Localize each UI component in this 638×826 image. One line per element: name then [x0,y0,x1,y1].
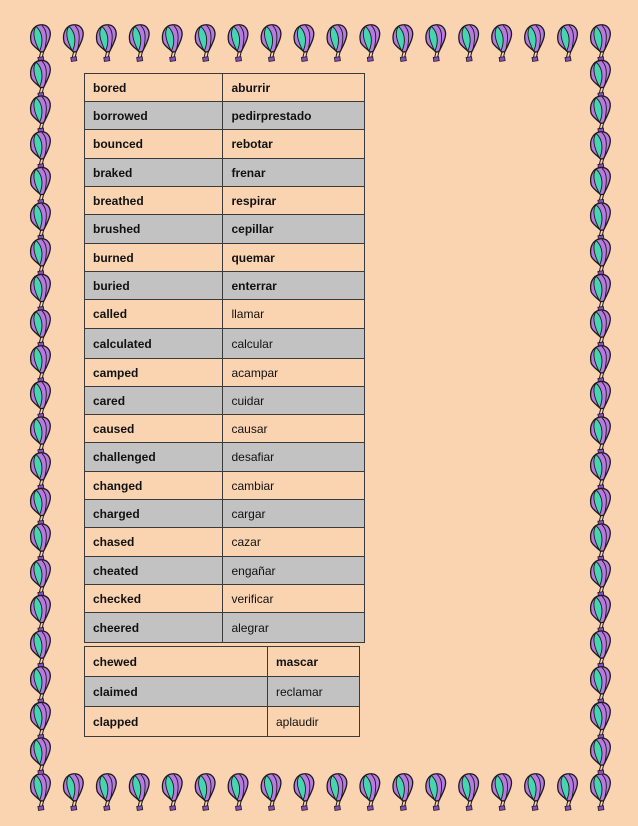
spanish-translation: acampar [223,359,365,387]
hot-air-balloon-icon [128,773,153,811]
english-word: bounced [85,130,223,159]
hot-air-balloon-icon [29,380,54,418]
english-word: claimed [85,677,268,707]
english-word: bored [85,74,223,102]
hot-air-balloon-icon [589,773,614,811]
hot-air-balloon-icon [490,773,515,811]
hot-air-balloon-icon [95,773,120,811]
hot-air-balloon-icon [161,24,186,62]
hot-air-balloon-icon [589,487,614,525]
table-row [85,300,365,329]
table-row [85,585,365,613]
hot-air-balloon-icon [29,309,54,347]
hot-air-balloon-icon [457,773,482,811]
hot-air-balloon-icon [325,24,350,62]
hot-air-balloon-icon [29,630,54,668]
hot-air-balloon-icon [29,594,54,632]
table-row [85,557,365,585]
english-word: burned [85,244,223,272]
hot-air-balloon-icon [259,24,284,62]
hot-air-balloon-icon [589,666,614,704]
english-word: challenged [85,443,223,472]
hot-air-balloon-icon [29,416,54,454]
spanish-translation: desafiar [223,443,365,472]
hot-air-balloon-icon [29,773,54,811]
table-row [85,500,365,528]
spanish-translation: cazar [223,528,365,557]
hot-air-balloon-icon [29,737,54,775]
hot-air-balloon-icon [29,238,54,276]
hot-air-balloon-icon [29,345,54,383]
hot-air-balloon-icon [161,773,186,811]
hot-air-balloon-icon [29,131,54,169]
hot-air-balloon-icon [391,773,416,811]
hot-air-balloon-icon [589,95,614,133]
table-row [85,215,365,244]
spanish-translation: quemar [223,244,365,272]
spanish-translation: frenar [223,159,365,187]
hot-air-balloon-icon [457,24,482,62]
hot-air-balloon-icon [589,24,614,62]
hot-air-balloon-icon [391,24,416,62]
spanish-translation: engañar [223,557,365,585]
spanish-translation: cambiar [223,472,365,500]
english-word: chased [85,528,223,557]
english-word: called [85,300,223,329]
table-row [85,387,365,415]
hot-air-balloon-icon [29,24,54,62]
spanish-translation: cargar [223,500,365,528]
hot-air-balloon-icon [62,24,87,62]
spanish-translation: causar [223,415,365,443]
hot-air-balloon-icon [358,24,383,62]
hot-air-balloon-icon [259,773,284,811]
spanish-translation: mascar [267,647,359,677]
table-row [85,244,365,272]
english-word: chewed [85,647,268,677]
vocabulary-table-continued [84,646,360,737]
hot-air-balloon-icon [29,487,54,525]
english-word: changed [85,472,223,500]
table-row [85,443,365,472]
spanish-translation: cepillar [223,215,365,244]
hot-air-balloon-icon [589,416,614,454]
hot-air-balloon-icon [29,273,54,311]
spanish-translation: rebotar [223,130,365,159]
hot-air-balloon-icon [589,737,614,775]
spanish-translation: enterrar [223,272,365,300]
table-row [85,329,365,359]
english-word: caused [85,415,223,443]
hot-air-balloon-icon [424,24,449,62]
hot-air-balloon-icon [292,773,317,811]
hot-air-balloon-icon [226,24,251,62]
hot-air-balloon-icon [194,773,219,811]
hot-air-balloon-icon [589,630,614,668]
english-word: cheered [85,613,223,643]
hot-air-balloon-icon [29,452,54,490]
table-row [85,647,360,677]
table-row [85,472,365,500]
hot-air-balloon-icon [589,523,614,561]
table-row [85,187,365,215]
table-row [85,415,365,443]
hot-air-balloon-icon [589,166,614,204]
table-row [85,613,365,643]
table-row [85,677,360,707]
hot-air-balloon-icon [556,773,581,811]
table-row [85,707,360,737]
hot-air-balloon-icon [589,273,614,311]
hot-air-balloon-icon [589,309,614,347]
spanish-translation: verificar [223,585,365,613]
spanish-translation: respirar [223,187,365,215]
hot-air-balloon-icon [589,559,614,597]
hot-air-balloon-icon [29,95,54,133]
english-word: calculated [85,329,223,359]
hot-air-balloon-icon [589,452,614,490]
table-row [85,528,365,557]
hot-air-balloon-icon [29,559,54,597]
spanish-translation: calcular [223,329,365,359]
table-row [85,272,365,300]
hot-air-balloon-icon [128,24,153,62]
hot-air-balloon-icon [62,773,87,811]
english-word: borrowed [85,102,223,130]
table-row [85,102,365,130]
hot-air-balloon-icon [29,666,54,704]
english-word: braked [85,159,223,187]
english-word: buried [85,272,223,300]
spanish-translation: llamar [223,300,365,329]
hot-air-balloon-icon [589,380,614,418]
hot-air-balloon-icon [589,59,614,97]
hot-air-balloon-icon [226,773,251,811]
english-word: breathed [85,187,223,215]
hot-air-balloon-icon [29,523,54,561]
english-word: charged [85,500,223,528]
hot-air-balloon-icon [29,59,54,97]
english-word: brushed [85,215,223,244]
english-word: checked [85,585,223,613]
hot-air-balloon-icon [292,24,317,62]
hot-air-balloon-icon [490,24,515,62]
hot-air-balloon-icon [358,773,383,811]
hot-air-balloon-icon [589,238,614,276]
english-word: cheated [85,557,223,585]
hot-air-balloon-icon [589,701,614,739]
spanish-translation: reclamar [267,677,359,707]
hot-air-balloon-icon [29,202,54,240]
table-row [85,159,365,187]
hot-air-balloon-icon [556,24,581,62]
hot-air-balloon-icon [29,701,54,739]
hot-air-balloon-icon [589,202,614,240]
hot-air-balloon-icon [523,773,548,811]
table-row [85,359,365,387]
hot-air-balloon-icon [589,594,614,632]
hot-air-balloon-icon [194,24,219,62]
hot-air-balloon-icon [589,131,614,169]
hot-air-balloon-icon [325,773,350,811]
hot-air-balloon-icon [589,345,614,383]
english-word: cared [85,387,223,415]
table-row [85,130,365,159]
spanish-translation: pedirprestado [223,102,365,130]
english-word: camped [85,359,223,387]
vocabulary-table [84,73,365,643]
spanish-translation: aplaudir [267,707,359,737]
hot-air-balloon-icon [95,24,120,62]
hot-air-balloon-icon [29,166,54,204]
hot-air-balloon-icon [424,773,449,811]
spanish-translation: cuidar [223,387,365,415]
spanish-translation: alegrar [223,613,365,643]
hot-air-balloon-icon [523,24,548,62]
table-row [85,74,365,102]
spanish-translation: aburrir [223,74,365,102]
english-word: clapped [85,707,268,737]
